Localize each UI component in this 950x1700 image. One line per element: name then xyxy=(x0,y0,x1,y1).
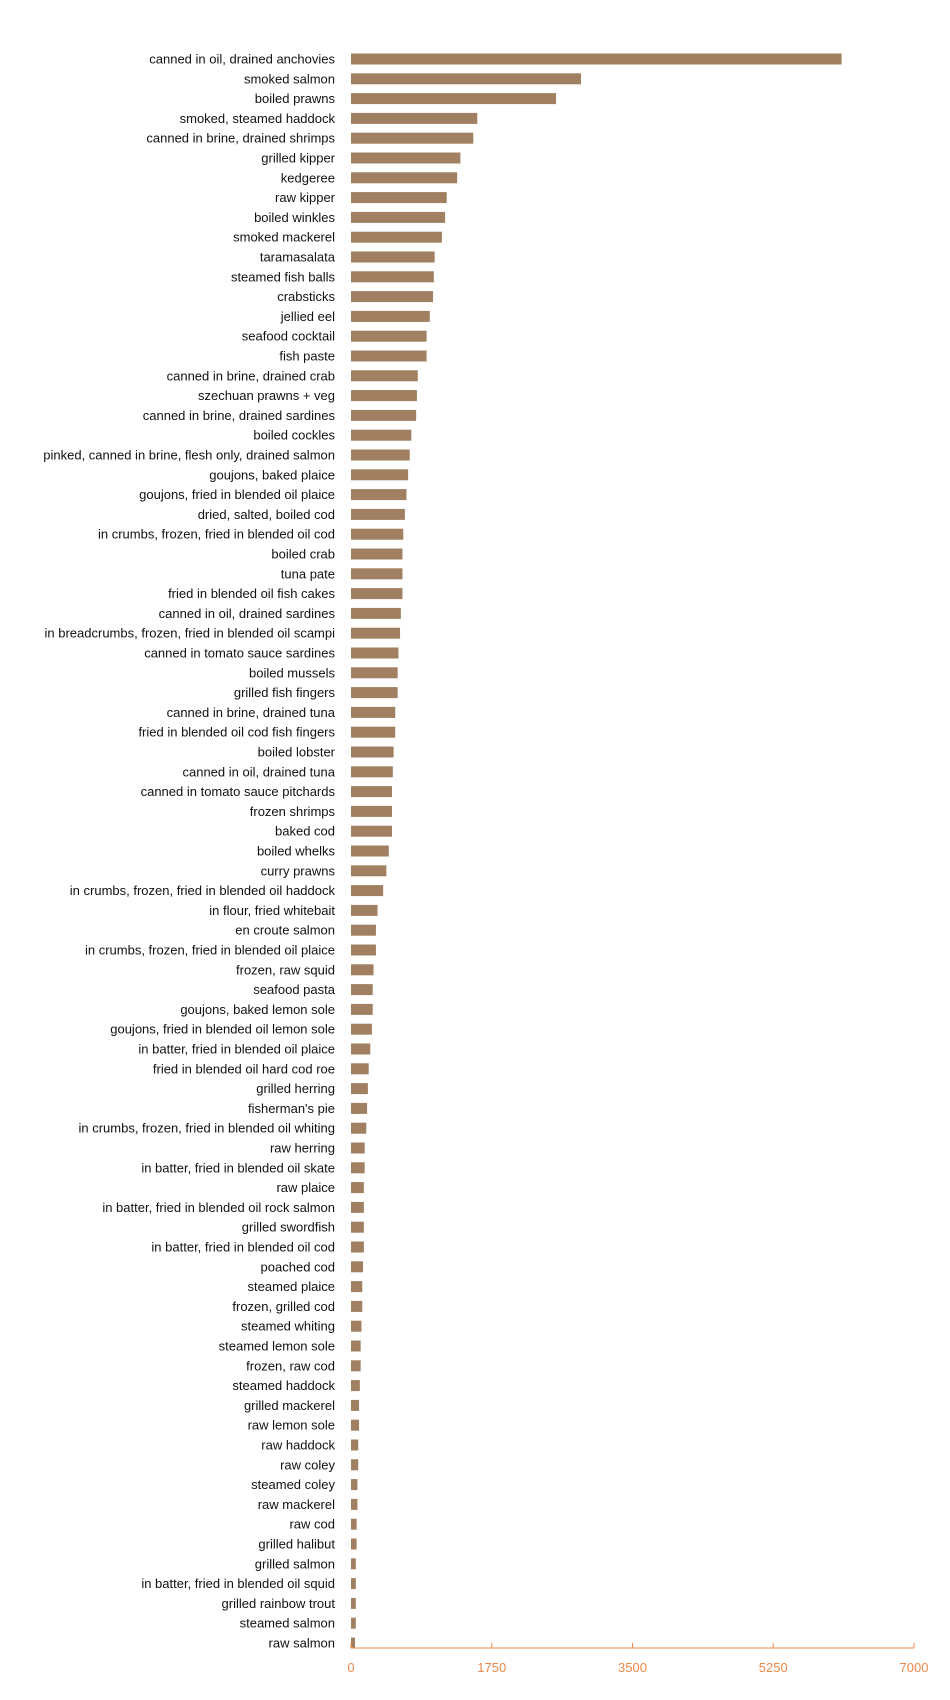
category-label: canned in brine, drained crab xyxy=(166,368,335,384)
bar xyxy=(351,232,442,243)
category-label: in batter, fried in blended oil rock salmon xyxy=(102,1199,335,1215)
bar xyxy=(351,351,427,362)
bar xyxy=(351,1004,373,1015)
category-label: steamed salmon xyxy=(239,1615,335,1631)
category-label: steamed haddock xyxy=(232,1378,335,1394)
category-label: fried in blended oil hard cod roe xyxy=(152,1061,335,1077)
category-label: canned in tomato sauce pitchards xyxy=(140,784,335,800)
category-label: in batter, fried in blended oil cod xyxy=(151,1239,335,1255)
bar xyxy=(351,1360,361,1371)
category-label: kedgeree xyxy=(280,170,335,186)
category-label: grilled herring xyxy=(256,1081,335,1097)
category-label: in batter, fried in blended oil plaice xyxy=(138,1041,335,1057)
category-label: in crumbs, frozen, fried in blended oil cod xyxy=(97,526,335,542)
category-label: goujons, fried in blended oil lemon sole xyxy=(110,1021,335,1037)
bar xyxy=(351,1440,358,1451)
bar xyxy=(351,826,392,837)
bar xyxy=(351,1638,355,1649)
bar xyxy=(351,1044,370,1055)
bars xyxy=(351,54,842,1649)
bar xyxy=(351,766,393,777)
category-label: seafood pasta xyxy=(253,982,335,998)
category-label: curry prawns xyxy=(260,863,335,879)
category-label: boiled cockles xyxy=(253,427,335,443)
bar xyxy=(351,252,435,263)
category-label: raw lemon sole xyxy=(247,1417,335,1433)
bar xyxy=(351,192,447,203)
category-label: raw herring xyxy=(269,1140,335,1156)
bar xyxy=(351,1459,358,1470)
category-label: raw mackerel xyxy=(257,1496,335,1512)
bar xyxy=(351,984,373,995)
bar xyxy=(351,509,405,520)
category-label: boiled whelks xyxy=(256,843,335,859)
bar xyxy=(351,469,408,480)
bar xyxy=(351,549,402,560)
bar xyxy=(351,1519,357,1530)
bar xyxy=(351,747,394,758)
bar xyxy=(351,846,389,857)
category-label: fried in blended oil cod fish fingers xyxy=(138,724,335,740)
bar xyxy=(351,1261,363,1272)
bar xyxy=(351,1618,356,1629)
bar xyxy=(351,1242,364,1253)
bar xyxy=(351,212,445,223)
category-label: grilled halibut xyxy=(258,1536,335,1552)
bar xyxy=(351,865,386,876)
bar xyxy=(351,529,403,540)
category-label: frozen shrimps xyxy=(249,803,335,819)
x-axis xyxy=(347,1643,928,1675)
bar xyxy=(351,1598,356,1609)
category-label: raw salmon xyxy=(268,1635,335,1651)
bar xyxy=(351,1202,364,1213)
category-label: en croute salmon xyxy=(235,922,335,938)
category-label: poached cod xyxy=(260,1259,335,1275)
x-tick-label: 0 xyxy=(347,1660,355,1675)
category-label: canned in oil, drained sardines xyxy=(158,605,335,621)
category-label: canned in oil, drained tuna xyxy=(182,764,335,780)
bar xyxy=(351,1539,357,1550)
bar xyxy=(351,450,410,461)
category-label: in flour, fried whitebait xyxy=(209,902,335,918)
category-label: grilled kipper xyxy=(261,150,335,166)
bar xyxy=(351,588,402,599)
category-label: boiled prawns xyxy=(254,91,335,107)
category-label: grilled fish fingers xyxy=(233,685,335,701)
bar xyxy=(351,430,411,441)
bar xyxy=(351,1182,364,1193)
category-label: in batter, fried in blended oil skate xyxy=(141,1160,335,1176)
category-label: in breadcrumbs, frozen, fried in blended oil scampi xyxy=(44,625,335,641)
category-label: boiled lobster xyxy=(257,744,335,760)
bar xyxy=(351,93,556,104)
bar xyxy=(351,1281,362,1292)
category-labels xyxy=(43,52,336,1651)
category-label: steamed plaice xyxy=(247,1279,335,1295)
bar xyxy=(351,370,418,381)
category-label: grilled salmon xyxy=(254,1556,335,1572)
bar xyxy=(351,1024,372,1035)
category-label: goujons, fried in blended oil plaice xyxy=(139,487,335,503)
category-label: grilled rainbow trout xyxy=(221,1595,335,1611)
x-tick-label: 1750 xyxy=(477,1660,507,1675)
bar xyxy=(351,905,378,916)
x-tick-label: 7000 xyxy=(899,1660,929,1675)
bar xyxy=(351,707,395,718)
bar xyxy=(351,1123,366,1134)
category-label: tuna pate xyxy=(280,566,335,582)
bar xyxy=(351,311,430,322)
bar xyxy=(351,667,398,678)
x-tick-label: 3500 xyxy=(618,1660,647,1675)
bar xyxy=(351,1380,360,1391)
category-label: seafood cocktail xyxy=(241,328,335,344)
bar xyxy=(351,1400,359,1411)
bar xyxy=(351,54,842,65)
bar xyxy=(351,291,433,302)
category-label: smoked mackerel xyxy=(233,229,335,245)
bar xyxy=(351,1558,356,1569)
bar xyxy=(351,73,581,84)
bar xyxy=(351,133,473,144)
category-label: smoked, steamed haddock xyxy=(179,110,335,126)
category-label: taramasalata xyxy=(259,249,335,265)
bar xyxy=(351,1063,369,1074)
bar xyxy=(351,806,392,817)
category-label: steamed coley xyxy=(251,1477,335,1493)
category-label: grilled swordfish xyxy=(241,1219,335,1235)
category-label: in crumbs, frozen, fried in blended oil whiting xyxy=(78,1120,335,1136)
bar xyxy=(351,648,398,659)
category-label: raw haddock xyxy=(261,1437,335,1453)
category-label: in crumbs, frozen, fried in blended oil plaice xyxy=(84,942,335,958)
category-label: szechuan prawns + veg xyxy=(198,388,335,404)
category-label: dried, salted, boiled cod xyxy=(197,506,335,522)
bar xyxy=(351,153,460,164)
category-label: pinked, canned in brine, flesh only, drained salmon xyxy=(43,447,335,463)
category-label: smoked salmon xyxy=(243,71,335,87)
bar xyxy=(351,410,416,421)
category-label: goujons, baked lemon sole xyxy=(180,1001,335,1017)
bar xyxy=(351,331,427,342)
bar xyxy=(351,1301,362,1312)
category-label: fisherman's pie xyxy=(247,1100,335,1116)
category-label: jellied eel xyxy=(280,308,335,324)
bar xyxy=(351,271,434,282)
category-label: in crumbs, frozen, fried in blended oil haddock xyxy=(69,883,335,899)
bar xyxy=(351,1162,365,1173)
bar xyxy=(351,1499,357,1510)
category-label: frozen, raw cod xyxy=(246,1358,335,1374)
bar xyxy=(351,1222,364,1233)
bar xyxy=(351,885,383,896)
bar xyxy=(351,1083,368,1094)
category-label: canned in brine, drained tuna xyxy=(166,704,335,720)
bar xyxy=(351,172,457,183)
bar xyxy=(351,1103,367,1114)
bar xyxy=(351,1143,365,1154)
bar xyxy=(351,113,477,124)
bar xyxy=(351,925,376,936)
category-label: steamed lemon sole xyxy=(218,1338,335,1354)
bar xyxy=(351,568,402,579)
category-label: canned in brine, drained shrimps xyxy=(146,130,335,146)
category-label: in batter, fried in blended oil squid xyxy=(141,1576,335,1592)
bar xyxy=(351,1479,357,1490)
category-label: boiled crab xyxy=(271,546,335,562)
category-label: raw kipper xyxy=(275,190,335,206)
bar xyxy=(351,628,400,639)
bar xyxy=(351,1420,359,1431)
category-label: canned in oil, drained anchovies xyxy=(149,51,335,67)
category-label: fried in blended oil fish cakes xyxy=(168,586,335,602)
bar xyxy=(351,1321,361,1332)
category-label: raw plaice xyxy=(276,1180,335,1196)
bar xyxy=(351,608,401,619)
bar xyxy=(351,489,406,500)
bar xyxy=(351,786,392,797)
category-label: canned in brine, drained sardines xyxy=(142,407,335,423)
category-label: steamed fish balls xyxy=(230,269,335,285)
category-label: steamed whiting xyxy=(241,1318,335,1334)
category-label: fish paste xyxy=(279,348,335,364)
category-label: frozen, grilled cod xyxy=(232,1298,335,1314)
category-label: raw coley xyxy=(280,1457,335,1473)
bar xyxy=(351,1578,356,1589)
bar xyxy=(351,727,395,738)
category-label: boiled winkles xyxy=(254,209,335,225)
category-label: canned in tomato sauce sardines xyxy=(144,645,335,661)
category-label: grilled mackerel xyxy=(243,1397,335,1413)
bar xyxy=(351,687,398,698)
x-tick-label: 5250 xyxy=(758,1660,788,1675)
category-label: crabsticks xyxy=(277,289,335,305)
category-label: boiled mussels xyxy=(249,665,335,681)
category-label: baked cod xyxy=(275,823,335,839)
bar xyxy=(351,390,417,401)
category-label: frozen, raw squid xyxy=(236,962,335,978)
category-label: raw cod xyxy=(289,1516,335,1532)
bar xyxy=(351,945,376,956)
bar xyxy=(351,964,374,975)
bar xyxy=(351,1341,361,1352)
category-label: goujons, baked plaice xyxy=(209,467,335,483)
